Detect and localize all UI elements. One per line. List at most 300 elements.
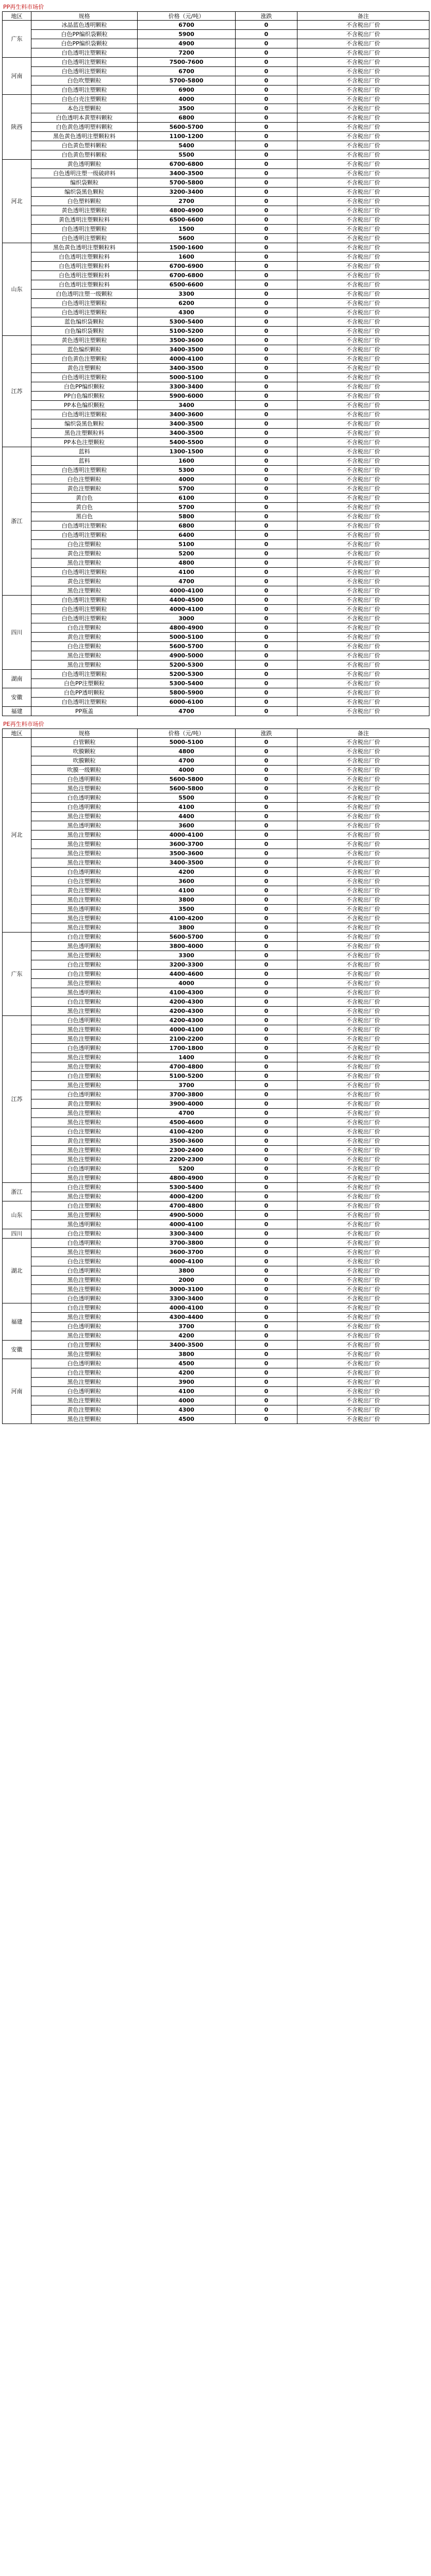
spec-cell: 白色注塑颗粒 (31, 642, 138, 651)
table-row (3, 401, 429, 410)
region-cell: 江苏 (3, 1016, 31, 1183)
region-cell: 江苏 (3, 336, 31, 447)
spec-cell: 黑色注塑颗粒 (31, 651, 138, 660)
note-cell: 不含税出厂价 (297, 923, 429, 933)
change-cell: 0 (236, 225, 297, 234)
table-row (3, 1118, 429, 1127)
note-cell: 不含税出厂价 (297, 1350, 429, 1359)
price-cell: 2000 (138, 1276, 236, 1285)
table-row (3, 558, 429, 568)
change-cell: 0 (236, 354, 297, 364)
note-cell: 不含税出厂价 (297, 1211, 429, 1220)
price-cell: 3000-3100 (138, 1285, 236, 1294)
price-cell: 4000-4100 (138, 586, 236, 596)
spec-cell: 白色透明颗粒 (31, 793, 138, 803)
change-cell: 0 (236, 1072, 297, 1081)
change-cell: 0 (236, 821, 297, 831)
region-cell: 四川 (3, 1229, 31, 1239)
table-header-row (3, 729, 429, 738)
change-cell: 0 (236, 923, 297, 933)
change-cell: 0 (236, 840, 297, 849)
change-cell: 0 (236, 698, 297, 707)
table-row (3, 188, 429, 197)
price-cell: 3300 (138, 290, 236, 299)
spec-cell: 白色白壳注塑颗粒 (31, 95, 138, 104)
price-cell: 4000-4100 (138, 354, 236, 364)
change-cell: 0 (236, 521, 297, 531)
table-row (3, 475, 429, 484)
note-cell: 不含税出厂价 (297, 784, 429, 793)
header-spec: 规格 (31, 729, 138, 738)
spec-cell: 白色透明注塑颗粒 (31, 373, 138, 382)
change-cell: 0 (236, 58, 297, 67)
spec-cell: 黑色黄色透明注塑颗粒料 (31, 132, 138, 141)
table-row (3, 531, 429, 540)
price-cell: 3800 (138, 1266, 236, 1276)
section-title: PP再生料市场价 (3, 4, 44, 10)
note-cell: 不含税出厂价 (297, 58, 429, 67)
spec-cell: 白色透明注塑颗粒 (31, 466, 138, 475)
note-cell: 不含税出厂价 (297, 623, 429, 633)
note-cell: 不含税出厂价 (297, 512, 429, 521)
price-cell: 3700-3800 (138, 1239, 236, 1248)
note-cell: 不含税出厂价 (297, 30, 429, 39)
change-cell: 0 (236, 336, 297, 345)
change-cell: 0 (236, 997, 297, 1007)
change-cell: 0 (236, 905, 297, 914)
change-cell: 0 (236, 401, 297, 410)
change-cell: 0 (236, 484, 297, 494)
price-cell: 5700-5800 (138, 178, 236, 188)
change-cell: 0 (236, 271, 297, 280)
table-row (3, 840, 429, 849)
change-cell: 0 (236, 1303, 297, 1313)
note-cell: 不含税出厂价 (297, 586, 429, 596)
note-cell: 不含税出厂价 (297, 1044, 429, 1053)
spec-cell: 白色透明颗粒 (31, 1359, 138, 1368)
price-cell: 3800-4000 (138, 942, 236, 951)
note-cell: 不含税出厂价 (297, 39, 429, 48)
change-cell: 0 (236, 512, 297, 521)
price-cell: 5800-5900 (138, 688, 236, 698)
price-cell: 5900-6000 (138, 392, 236, 401)
note-cell: 不含税出厂价 (297, 123, 429, 132)
price-cell: 4300-4400 (138, 1313, 236, 1322)
table-row (3, 1044, 429, 1053)
change-cell: 0 (236, 197, 297, 206)
change-cell: 0 (236, 1174, 297, 1183)
note-cell: 不含税出厂价 (297, 1007, 429, 1016)
table-row (3, 1137, 429, 1146)
note-cell: 不含税出厂价 (297, 914, 429, 923)
spec-cell: 白色透明注塑颗粒 (31, 234, 138, 243)
table-row (3, 1062, 429, 1072)
price-cell: 4400-4600 (138, 970, 236, 979)
note-cell: 不含税出厂价 (297, 1285, 429, 1294)
price-cell: 5700 (138, 503, 236, 512)
spec-cell: 黑色注塑颗粒 (31, 1062, 138, 1072)
note-cell: 不含税出厂价 (297, 1313, 429, 1322)
change-cell: 0 (236, 456, 297, 466)
note-cell: 不含税出厂价 (297, 419, 429, 429)
spec-cell: 白色黄色塑料颗粒 (31, 150, 138, 160)
spec-cell: PP白色编织颗粒 (31, 392, 138, 401)
spec-cell: 白色注塑颗粒 (31, 1229, 138, 1239)
price-cell: 5600-5800 (138, 784, 236, 793)
spec-cell: 白色透明注塑颗粒 (31, 410, 138, 419)
region-cell: 四川 (3, 596, 31, 670)
region-cell: 河南 (3, 1359, 31, 1424)
table-row (3, 1220, 429, 1229)
price-cell: 5200-5300 (138, 670, 236, 679)
note-cell: 不含税出厂价 (297, 1415, 429, 1424)
table-row (3, 942, 429, 951)
price-cell: 4500-4600 (138, 1118, 236, 1127)
table-row (3, 1313, 429, 1322)
change-cell: 0 (236, 382, 297, 392)
change-cell: 0 (236, 1118, 297, 1127)
spec-cell: 白色透明颗粒 (31, 1239, 138, 1248)
price-cell: 5000-5100 (138, 373, 236, 382)
change-cell: 0 (236, 317, 297, 327)
table-row (3, 698, 429, 707)
price-cell: 6100 (138, 494, 236, 503)
table-row (3, 512, 429, 521)
note-cell: 不含税出厂价 (297, 197, 429, 206)
table-row (3, 160, 429, 169)
spec-cell: 白色透明注塑颗粒料 (31, 262, 138, 271)
table-row (3, 76, 429, 86)
change-cell: 0 (236, 596, 297, 605)
note-cell: 不含税出厂价 (297, 1341, 429, 1350)
header-spec: 规格 (31, 12, 138, 21)
change-cell: 0 (236, 1266, 297, 1276)
spec-cell: 本色注塑颗粒 (31, 104, 138, 113)
price-cell: 5600 (138, 234, 236, 243)
spec-cell: 黄色注塑颗粒 (31, 1099, 138, 1109)
change-cell: 0 (236, 215, 297, 225)
price-cell: 4800 (138, 747, 236, 756)
change-cell: 0 (236, 345, 297, 354)
table-row (3, 670, 429, 679)
note-cell: 不含税出厂价 (297, 280, 429, 290)
change-cell: 0 (236, 942, 297, 951)
note-cell: 不含税出厂价 (297, 707, 429, 716)
spec-cell: 黑色注塑颗粒 (31, 840, 138, 849)
table-row (3, 1035, 429, 1044)
region-cell: 浙江 (3, 1183, 31, 1201)
note-cell: 不含税出厂价 (297, 373, 429, 382)
table-row (3, 660, 429, 670)
change-cell: 0 (236, 95, 297, 104)
spec-cell: 白色透明注塑颗粒 (31, 605, 138, 614)
table-row (3, 605, 429, 614)
table-row (3, 877, 429, 886)
change-cell: 0 (236, 1155, 297, 1164)
table-row (3, 933, 429, 942)
table-row (3, 970, 429, 979)
table-row (3, 456, 429, 466)
spec-cell: 黑色注塑颗粒 (31, 1350, 138, 1359)
price-cell: 3600 (138, 821, 236, 831)
note-cell: 不含税出厂价 (297, 679, 429, 688)
price-cell: 4100 (138, 803, 236, 812)
spec-cell: 白色透明颗粒 (31, 1044, 138, 1053)
change-cell: 0 (236, 234, 297, 243)
spec-cell: 黄色透明颗粒 (31, 160, 138, 169)
price-cell: 3500-3600 (138, 849, 236, 858)
note-cell: 不含税出厂价 (297, 1155, 429, 1164)
spec-cell: PP瓶盖 (31, 707, 138, 716)
price-cell: 4000-4200 (138, 1192, 236, 1201)
spec-cell: 黑色注塑颗粒 (31, 1378, 138, 1387)
change-cell: 0 (236, 747, 297, 756)
spec-cell: 黄色注塑颗粒 (31, 364, 138, 373)
table-row (3, 577, 429, 586)
price-cell: 4000-4100 (138, 1303, 236, 1313)
price-table (2, 11, 429, 716)
note-cell: 不含税出厂价 (297, 1109, 429, 1118)
table-row (3, 290, 429, 299)
spec-cell: 黑色注塑颗粒 (31, 1331, 138, 1341)
note-cell: 不含税出厂价 (297, 549, 429, 558)
change-cell: 0 (236, 1396, 297, 1405)
note-cell: 不含税出厂价 (297, 364, 429, 373)
table-row (3, 1303, 429, 1313)
header-change: 涨跌 (236, 729, 297, 738)
spec-cell: 白色吹塑颗粒 (31, 76, 138, 86)
note-cell: 不含税出厂价 (297, 215, 429, 225)
table-row (3, 503, 429, 512)
note-cell: 不含税出厂价 (297, 831, 429, 840)
spec-cell: 白色PP透明颗粒 (31, 688, 138, 698)
note-cell: 不含税出厂价 (297, 271, 429, 280)
change-cell: 0 (236, 1053, 297, 1062)
note-cell: 不含税出厂价 (297, 1025, 429, 1035)
note-cell: 不含税出厂价 (297, 886, 429, 895)
price-cell: 4900-5000 (138, 1211, 236, 1220)
price-cell: 4000-4100 (138, 1220, 236, 1229)
change-cell: 0 (236, 1285, 297, 1294)
note-cell: 不含税出厂价 (297, 1146, 429, 1155)
price-cell: 3300 (138, 951, 236, 960)
spec-cell: 黄白色 (31, 503, 138, 512)
note-cell: 不含税出厂价 (297, 660, 429, 670)
spec-cell: 白色注塑颗粒 (31, 1127, 138, 1137)
change-cell: 0 (236, 586, 297, 596)
price-cell: 5600-5800 (138, 775, 236, 784)
table-row (3, 1387, 429, 1396)
table-row (3, 206, 429, 215)
change-cell: 0 (236, 1322, 297, 1331)
table-row (3, 95, 429, 104)
change-cell: 0 (236, 373, 297, 382)
spec-cell: 白色透明颗粒 (31, 1387, 138, 1396)
change-cell: 0 (236, 756, 297, 766)
change-cell: 0 (236, 1239, 297, 1248)
price-table (2, 728, 429, 1424)
price-cell: 2100-2200 (138, 1035, 236, 1044)
spec-cell: 白色注塑颗粒 (31, 540, 138, 549)
note-cell: 不含税出厂价 (297, 951, 429, 960)
note-cell: 不含税出厂价 (297, 568, 429, 577)
change-cell: 0 (236, 868, 297, 877)
note-cell: 不含税出厂价 (297, 670, 429, 679)
table-row (3, 793, 429, 803)
table-row (3, 1359, 429, 1368)
price-cell: 7500-7600 (138, 58, 236, 67)
price-cell: 5700-5800 (138, 76, 236, 86)
table-row (3, 197, 429, 206)
table-row (3, 596, 429, 605)
price-cell: 3000 (138, 614, 236, 623)
table-row (3, 1090, 429, 1099)
note-cell: 不含税出厂价 (297, 178, 429, 188)
price-cell: 6500-6600 (138, 215, 236, 225)
spec-cell: 黄色注塑颗粒 (31, 577, 138, 586)
change-cell: 0 (236, 849, 297, 858)
spec-cell: 白色透明颗粒 (31, 1266, 138, 1276)
change-cell: 0 (236, 651, 297, 660)
price-cell: 4000-4100 (138, 605, 236, 614)
table-row (3, 1155, 429, 1164)
table-row (3, 113, 429, 123)
note-cell: 不含税出厂价 (297, 1072, 429, 1081)
change-cell: 0 (236, 132, 297, 141)
table-row (3, 951, 429, 960)
price-cell: 4100 (138, 886, 236, 895)
spec-cell: 白色注塑颗粒 (31, 1368, 138, 1378)
table-row (3, 979, 429, 988)
price-cell: 5100 (138, 540, 236, 549)
price-cell: 6500-6600 (138, 280, 236, 290)
price-cell: 1600 (138, 456, 236, 466)
note-cell: 不含税出厂价 (297, 382, 429, 392)
spec-cell: 编织袋黑色颗粒 (31, 188, 138, 197)
table-row (3, 886, 429, 895)
table-row (3, 868, 429, 877)
change-cell: 0 (236, 623, 297, 633)
spec-cell: 黑色注塑颗粒 (31, 831, 138, 840)
price-cell: 7200 (138, 48, 236, 58)
price-cell: 1100-1200 (138, 132, 236, 141)
price-cell: 5500 (138, 793, 236, 803)
price-cell: 6000-6100 (138, 698, 236, 707)
note-cell: 不含税出厂价 (297, 308, 429, 317)
change-cell: 0 (236, 419, 297, 429)
table-row (3, 104, 429, 113)
table-row (3, 30, 429, 39)
table-row (3, 849, 429, 858)
spec-cell: 白色注塑颗粒 (31, 960, 138, 970)
note-cell: 不含税出厂价 (297, 642, 429, 651)
price-cell: 1600 (138, 252, 236, 262)
note-cell: 不含税出厂价 (297, 960, 429, 970)
change-cell: 0 (236, 1405, 297, 1415)
spec-cell: 黑色注塑颗粒 (31, 1211, 138, 1220)
note-cell: 不含税出厂价 (297, 95, 429, 104)
price-cell: 4100 (138, 1387, 236, 1396)
note-cell: 不含税出厂价 (297, 1266, 429, 1276)
spec-cell: 白色透明注塑颗粒 (31, 521, 138, 531)
note-cell: 不含税出厂价 (297, 336, 429, 345)
price-cell: 3400-3600 (138, 410, 236, 419)
table-row (3, 1016, 429, 1025)
spec-cell: 蓝料 (31, 456, 138, 466)
table-row (3, 738, 429, 747)
spec-cell: 白色透明注塑颗粒 (31, 308, 138, 317)
spec-cell: 黑色注塑颗粒 (31, 914, 138, 923)
table-row (3, 1164, 429, 1174)
change-cell: 0 (236, 1276, 297, 1285)
table-row (3, 271, 429, 280)
note-cell: 不含税出厂价 (297, 141, 429, 150)
note-cell: 不含税出厂价 (297, 299, 429, 308)
table-row (3, 1248, 429, 1257)
price-cell: 1400 (138, 1053, 236, 1062)
table-row (3, 923, 429, 933)
price-cell: 3600-3700 (138, 840, 236, 849)
note-cell: 不含税出厂价 (297, 1257, 429, 1266)
note-cell: 不含税出厂价 (297, 225, 429, 234)
spec-cell: 蓝色编织颗粒 (31, 345, 138, 354)
price-cell: 6700 (138, 21, 236, 30)
change-cell: 0 (236, 540, 297, 549)
price-cell: 3300-3400 (138, 1229, 236, 1239)
table-row (3, 803, 429, 812)
spec-cell: 白色透明注塑颗粒 (31, 614, 138, 623)
price-cell: 4500 (138, 1415, 236, 1424)
table-row (3, 373, 429, 382)
price-cell: 4200-4300 (138, 1007, 236, 1016)
note-cell: 不含税出厂价 (297, 67, 429, 76)
spec-cell: 吹膜一级颗粒 (31, 766, 138, 775)
change-cell: 0 (236, 933, 297, 942)
spec-cell: 白色透明注塑颗粒 (31, 698, 138, 707)
price-cell: 3600-3700 (138, 1248, 236, 1257)
header-price: 价格（元/吨） (138, 12, 236, 21)
note-cell: 不含税出厂价 (297, 688, 429, 698)
spec-cell: 黑色注塑颗粒 (31, 812, 138, 821)
table-row (3, 1368, 429, 1378)
price-cell: 4800-4900 (138, 623, 236, 633)
spec-cell: 白色PP编织袋颗粒 (31, 30, 138, 39)
table-row (3, 1341, 429, 1350)
note-cell: 不含税出厂价 (297, 1294, 429, 1303)
spec-cell: 白色透明注塑颗粒料 (31, 280, 138, 290)
change-cell: 0 (236, 784, 297, 793)
note-cell: 不含税出厂价 (297, 317, 429, 327)
change-cell: 0 (236, 503, 297, 512)
note-cell: 不含税出厂价 (297, 456, 429, 466)
table-row (3, 642, 429, 651)
spec-cell: 黑色注塑颗粒 (31, 1276, 138, 1285)
spec-cell: 白色透明注塑颗粒 (31, 48, 138, 58)
table-row (3, 21, 429, 30)
table-row (3, 775, 429, 784)
table-row (3, 651, 429, 660)
table-row (3, 1350, 429, 1359)
spec-cell: 吹膜颗粒 (31, 747, 138, 756)
spec-cell: 吹膜颗粒 (31, 756, 138, 766)
price-cell: 6700-6800 (138, 160, 236, 169)
table-row (3, 354, 429, 364)
table-row (3, 1378, 429, 1387)
spec-cell: 白色透明注塑一级破碎料 (31, 169, 138, 178)
spec-cell: 黄色注塑颗粒 (31, 633, 138, 642)
price-cell: 3200-3300 (138, 960, 236, 970)
table-row (3, 410, 429, 419)
